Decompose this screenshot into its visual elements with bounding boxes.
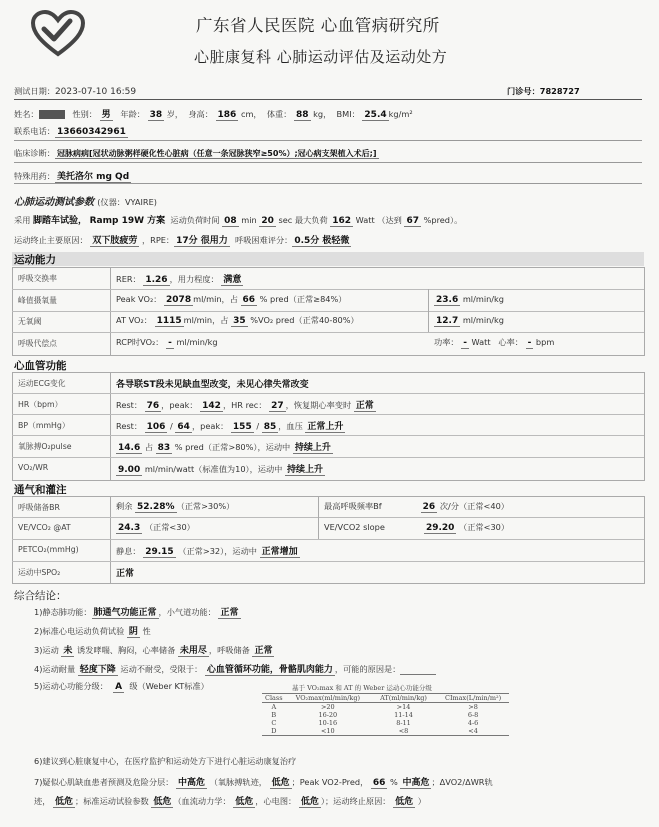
row-label-vo2wr: VO₂/WR <box>18 463 49 472</box>
row-label-ve-at: VE/VCO₂ @AT <box>18 523 71 532</box>
row-label-hr: HR（bpm） <box>18 400 63 409</box>
weber-row-c: C 10-16 8-11 4-6 <box>271 719 479 727</box>
hospital-name: 广东省人民医院 心血管病研究所 <box>196 16 440 35</box>
peak-vo2-per-kg: 23.6 ml/min/kg <box>436 294 504 305</box>
bf-value: 最高呼吸频率Bf 26 次/分（正常<40） <box>324 501 509 512</box>
conclusion-7: 7)疑似心肌缺血患者预测及危险分层： 中高危 （氧脉搏轨迹， 低危 ；Peak VO2-Pred， 66 % 中高危 ；ΔVO2/ΔWR轨 <box>34 777 493 788</box>
row-label-rcp: 呼吸代偿点 <box>18 339 57 348</box>
row-label-bp: BP（mmHg） <box>18 421 70 430</box>
test-params-line-1: 采用 脚踏车试验， Ramp 19W 方案 运动负荷时间 08 min 20 sec 最大负荷 162 Watt （达到 67 %pred）。 <box>14 215 463 226</box>
medication-line: 特殊用药： 美托洛尔 mg Qd <box>14 171 130 182</box>
phone-line: 联系电话： 13660342961 <box>14 126 126 137</box>
br-value: 剩余 52.28% （正常>30%） <box>116 501 235 512</box>
conclusion-5: 5)运动心功能分级： A 级（Weber KT标准） <box>34 681 209 692</box>
section-exercise-capacity: 运动能力 <box>14 254 56 266</box>
test-params-line-2: 运动终止主要原因： 双下肢疲劳 ，RPE： 17分 很用力 呼吸困难评分： 0.5分 极轻微 <box>14 235 350 246</box>
hr-values: Rest： 76 ，peak： 142 ，HR rec： 27 ，恢复期心率变时 正常 <box>116 400 374 411</box>
row-label-br: 呼吸储备BR <box>18 503 60 512</box>
rcp-power-hr: 功率： - Watt 心率： - bpm <box>434 337 555 348</box>
conclusion-7-cont: 迹， 低危 ；标准运动试验参数 低危 （血流动力学： 低危 ，心电图： 低危 ）；运动终止原因： 低危 ） <box>34 796 426 807</box>
weber-header-row: Class VO₂max(ml/min/kg) AT(ml/min/kg) CImax(L/min/m²) <box>262 694 509 703</box>
ecg-value: 各导联ST段未见缺血型改变，未见心律失常改变 <box>116 380 309 390</box>
conclusion-2: 2)标准心电运动负荷试验 阴 性 <box>34 626 151 637</box>
bp-values: Rest： 106 / 64 ，peak： 155 / 85 ，血压 正常上升 <box>116 421 344 432</box>
ve-slope-value: VE/VCO2 slope 29.20 （正常<30） <box>324 522 510 533</box>
weber-class-table <box>262 693 509 736</box>
diagnosis-line: 临床诊断： 冠脉病病[冠状动脉粥样硬化性心脏病（任意一条冠脉狭窄≥50%）;冠心病支架植入术后;] <box>14 148 377 158</box>
ve-at-value: 24.3 （正常<30） <box>118 522 195 533</box>
patient-info-line: 姓名： 性别： 男 年龄： 38 岁， 身高： 186 cm， 体重： 88 kg， BMI： 25.4 kg/m² <box>14 109 413 120</box>
weber-row-a: A >20 >14 >8 <box>271 703 478 711</box>
conclusion-3: 3)运动 未 诱发哮喘、胸闷，心率储备 未用尽 ，呼吸储备 正常 <box>34 645 273 656</box>
row-label-spo2: 运动中SPO₂ <box>18 568 61 577</box>
at-vo2-value: AT VO₂： 1115 ml/min，占 35 %VO₂ pred（正常40-80%） <box>116 315 359 326</box>
section-ventilation: 通气和灌注 <box>14 484 67 496</box>
test-params-heading: 心肺运动测试参数 (仪器：VYAIRE) <box>14 197 157 208</box>
rcp-value: RCP时VO₂： - ml/min/kg <box>116 337 218 348</box>
row-label-peak-vo2: 峰值摄氧量 <box>18 296 57 305</box>
hospital-heart-logo-icon <box>30 9 86 57</box>
conclusion-1: 1)静态肺功能： 肺通气功能正常 ，小气道功能： 正常 <box>34 607 239 618</box>
row-label-at: 无氧阈 <box>18 317 42 326</box>
row-label-ecg: 运动ECG变化 <box>18 379 66 388</box>
vo2wr-values: 9.00 ml/min/watt（标准值为10），运动中 持续上升 <box>118 464 323 475</box>
spo2-value: 正常 <box>116 569 135 579</box>
conclusion-4: 4)运动耐量 轻度下降 运动不耐受，受限于： 心血管循环功能，骨骼肌肉能力 ，可能的原因是： <box>34 662 436 675</box>
rer-value: RER： 1.26 ，用力程度： 满意 <box>116 274 242 285</box>
o2pulse-values: 14.6 占 83 % pred（正常>80%），运动中 持续上升 <box>118 442 331 453</box>
report-title: 心脏康复科 心肺运动评估及运动处方 <box>194 48 448 66</box>
test-date: 测试日期：2023-07-10 16:59 <box>14 86 137 97</box>
conclusion-6: 6)建议到心脏康复中心，在医疗监护和运动处方下进行心脏运动康复治疗 <box>34 756 297 766</box>
row-label-rer: 呼吸交换率 <box>18 274 57 283</box>
weber-row-b: B 16-20 11-14 6-8 <box>271 711 479 719</box>
section-cardiovascular: 心血管功能 <box>14 360 67 372</box>
peak-vo2-value: Peak VO₂： 2078 ml/min，占 66 % pred（正常≥84%） <box>116 294 347 305</box>
outpatient-number: 门诊号：7828727 <box>507 86 580 96</box>
petco2-value: 静息： 29.15 （正常>32），运动中 正常增加 <box>116 546 298 557</box>
row-label-petco2: PETCO₂(mmHg) <box>18 545 79 554</box>
weber-row-d: D <10 <8 <4 <box>262 727 509 736</box>
weber-table-title: 基于 VO₂max 和 AT 的 Weber 运动心功能分级 <box>292 684 432 692</box>
row-label-o2pulse: 氧脉搏O₂pulse <box>18 442 72 451</box>
redacted-name <box>39 110 65 119</box>
conclusion-heading: 综合结论： <box>14 590 67 602</box>
at-vo2-per-kg: 12.7 ml/min/kg <box>436 315 504 326</box>
